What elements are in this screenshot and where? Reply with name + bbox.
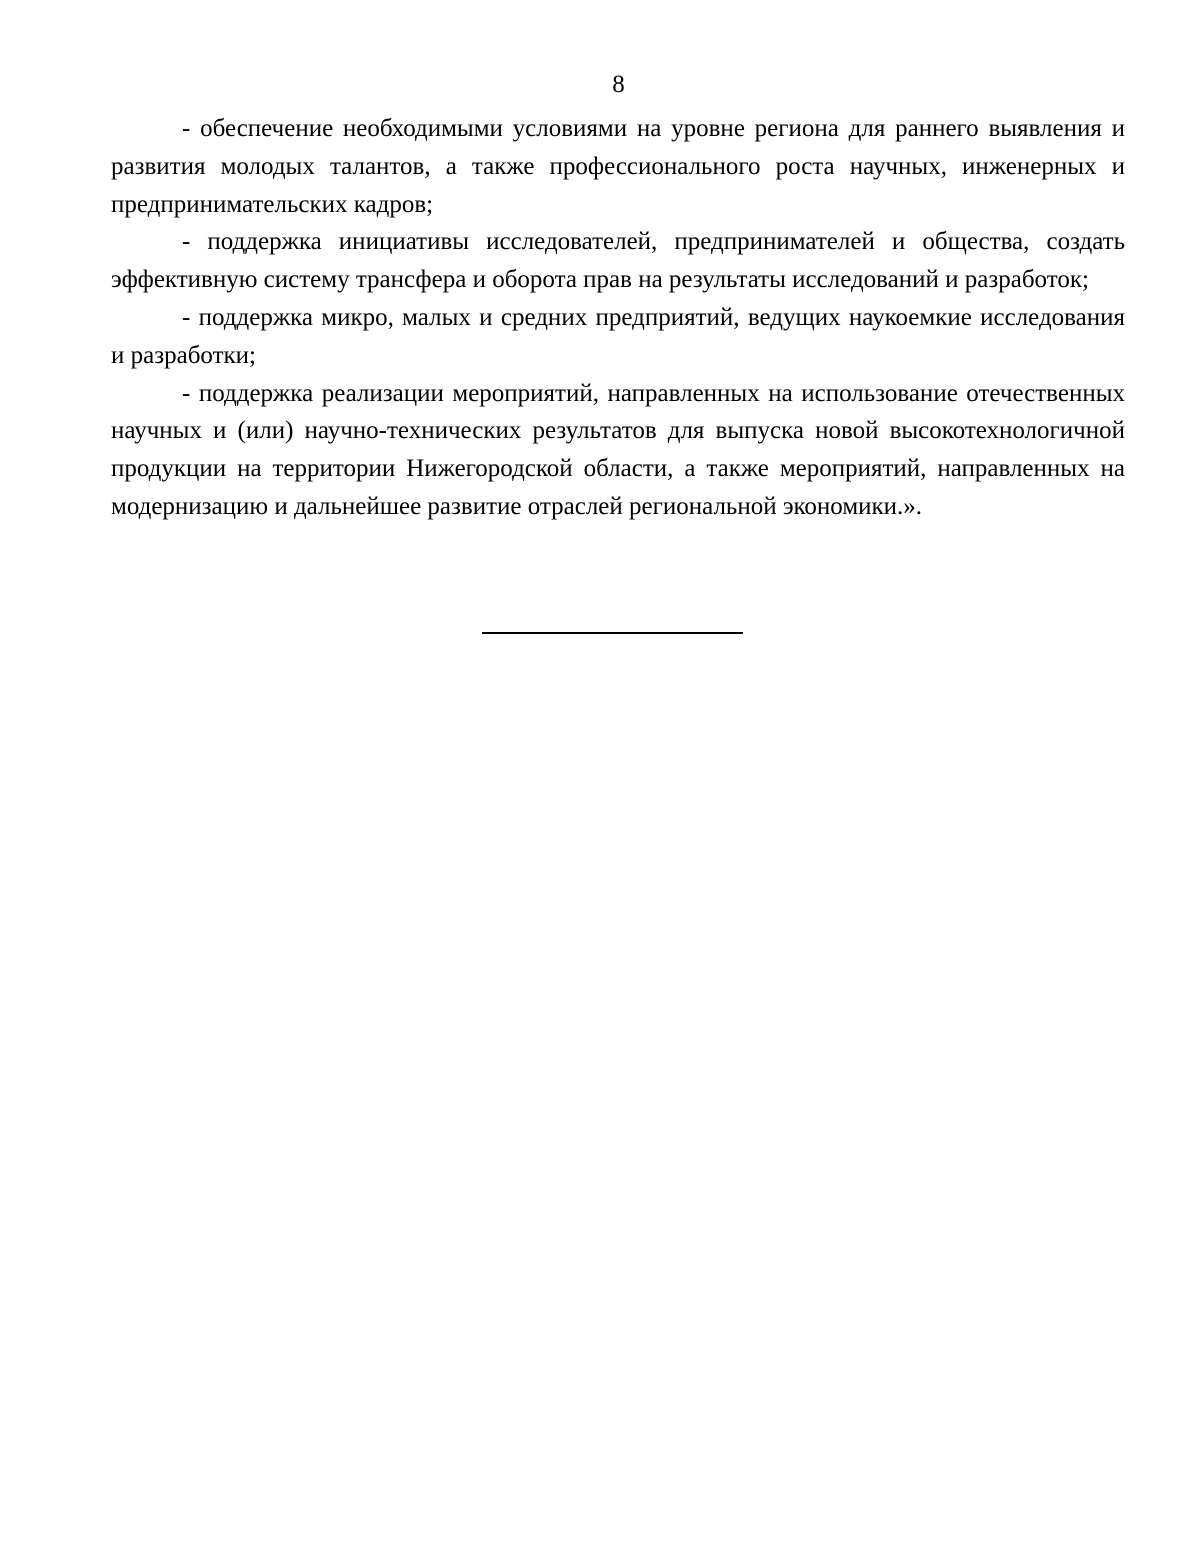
list-item-small-business-support: - поддержка микро, малых и средних предприятий, ведущих наукоемкие исследования и разработки; xyxy=(111,303,1125,369)
document-body xyxy=(111,110,1125,526)
list-item-talents: - обеспечение необходимыми условиями на уровне региона для раннего выявления и развития молодых талантов, а также профессионального роста научных, инженерных и предпринимательских кадров; xyxy=(111,115,1125,218)
list-item-initiative-support: - поддержка инициативы исследователей, предпринимателей и общества, создать эффективную систему трансфера и оборота прав на результаты исследований и разработок; xyxy=(111,228,1125,294)
end-of-text-rule xyxy=(482,632,743,634)
list-item-activities-support: - поддержка реализации мероприятий, направленных на использование отечественных научных и (или) научно-технических результатов для выпуска новой высокотехнологичной продукции на территории Нижегородской области, а также мероприятий, направленных на модернизацию и дальнейшее развитие отраслей региональной экономики.». xyxy=(111,379,1125,520)
page-number: 8 xyxy=(612,71,625,98)
